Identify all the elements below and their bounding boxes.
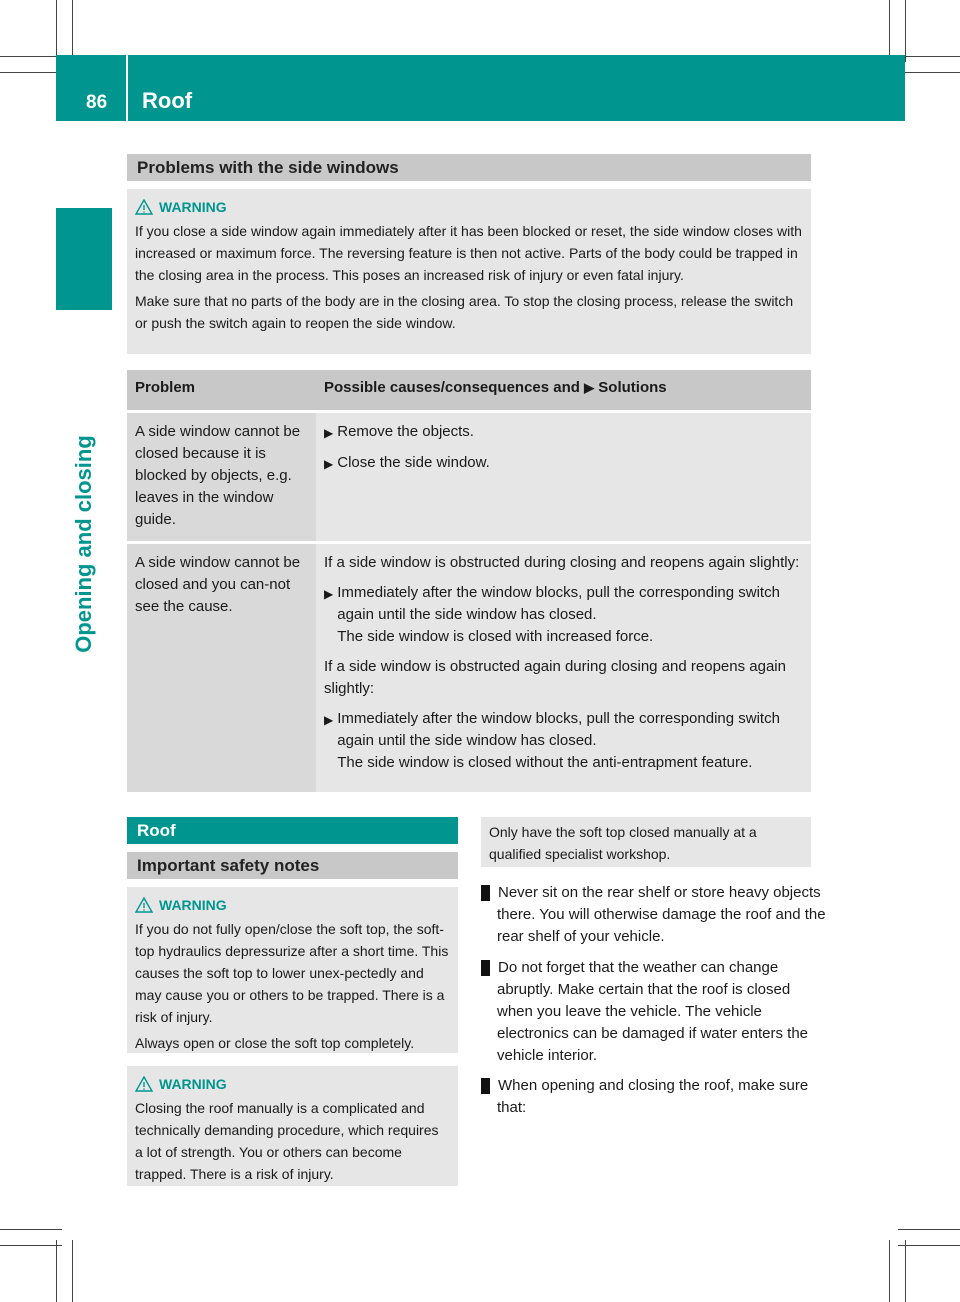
crop-mark bbox=[905, 0, 906, 62]
warning-icon bbox=[135, 897, 153, 913]
column-header: Problem bbox=[127, 370, 316, 410]
page-number: 86 bbox=[86, 92, 108, 113]
warning-text: If you do not fully open/close the soft top, the soft-top hydraulics depressurize after a short time. This causes the soft top to lower unex-pectedly and may cause you or others to be trapped. There is a risk of injury. bbox=[135, 921, 449, 1025]
warning-title bbox=[135, 196, 803, 218]
section-heading-roof: Roof bbox=[127, 817, 458, 844]
arrow-icon: ▶ bbox=[584, 380, 595, 395]
exclamation-icon: ! bbox=[481, 1078, 490, 1094]
crop-mark bbox=[72, 1240, 73, 1302]
column-header-text: Solutions bbox=[598, 379, 667, 396]
step bbox=[324, 582, 803, 648]
problems-table bbox=[127, 370, 811, 792]
table-row bbox=[127, 410, 811, 541]
chapter-label: Opening and closing bbox=[71, 435, 96, 653]
step-text: Immediately after the window blocks, pull the corresponding switch again until the side window has closed. bbox=[337, 710, 780, 749]
step-result: The side window is closed without the anti-entrapment feature. bbox=[337, 754, 753, 771]
warning-label: WARNING bbox=[159, 1076, 227, 1092]
arrow-icon: ▶ bbox=[324, 713, 334, 727]
crop-mark bbox=[898, 72, 960, 73]
chapter-tab bbox=[56, 208, 112, 310]
arrow-icon: ▶ bbox=[324, 587, 334, 601]
warning-icon bbox=[135, 199, 153, 215]
crop-mark bbox=[0, 1245, 62, 1246]
caution-text: Do not forget that the weather can change abruptly. Make certain that the roof is closed when you leave the vehicle. The vehicle electronics can be damaged if water enters the vehicle interior. bbox=[497, 959, 809, 1064]
crop-mark bbox=[898, 1229, 960, 1230]
warning-text: Closing the roof manually is a complicated and technically demanding procedure, which requires a lot of strength. You or others can become trapped. There is a risk of injury. bbox=[135, 1100, 439, 1182]
step-body bbox=[337, 708, 803, 774]
warning-box bbox=[127, 1066, 458, 1186]
crop-mark bbox=[56, 0, 57, 62]
note-box: Only have the soft top closed manually at a qualified specialist workshop. bbox=[481, 817, 811, 867]
caution-text: When opening and closing the roof, make sure that: bbox=[497, 1077, 809, 1116]
header-divider bbox=[126, 55, 128, 121]
caution-text: Never sit on the rear shelf or store heavy objects there. You will otherwise damage the roof and the rear shelf of your vehicle. bbox=[497, 884, 826, 945]
crop-mark bbox=[898, 1245, 960, 1246]
warning-label: WARNING bbox=[159, 897, 227, 913]
table-header-row bbox=[127, 370, 811, 410]
warning-box bbox=[127, 189, 811, 354]
warning-text: If you close a side window again immediately after it has been blocked or reset, the side window closes with increased or maximum force. The reversing feature is then not active. Parts of the body could be trapped in the closing area in the process. This poses an increased risk of injury or even fatal injury. bbox=[135, 223, 802, 283]
column-header-text: Possible causes/consequences and bbox=[324, 379, 580, 396]
step bbox=[324, 421, 803, 444]
solution-text: If a side window is obstructed again during closing and reopens again slightly: bbox=[324, 658, 786, 697]
column-header bbox=[316, 370, 811, 410]
table-row bbox=[127, 541, 811, 792]
warning-text: Always open or close the soft top completely. bbox=[135, 1035, 415, 1051]
crop-mark bbox=[56, 1240, 57, 1302]
exclamation-icon: ! bbox=[481, 960, 490, 976]
arrow-icon: ▶ bbox=[324, 457, 334, 471]
page-title: Roof bbox=[142, 88, 193, 113]
warning-title bbox=[135, 894, 450, 916]
warning-text: Make sure that no parts of the body are in the closing area. To stop the closing process, release the switch or push the switch again to reopen the side window. bbox=[135, 293, 794, 331]
warning-icon bbox=[135, 1076, 153, 1092]
step bbox=[324, 452, 803, 475]
step-text: Immediately after the window blocks, pull the corresponding switch again until the side window has closed. bbox=[337, 584, 780, 623]
warning-label: WARNING bbox=[159, 199, 227, 215]
crop-mark bbox=[0, 56, 62, 57]
crop-mark bbox=[72, 0, 73, 62]
caution-note bbox=[475, 1075, 829, 1119]
table-cell-solution bbox=[316, 541, 811, 792]
arrow-icon: ▶ bbox=[324, 426, 334, 440]
caution-note bbox=[475, 957, 829, 1067]
table-cell-problem: A side window cannot be closed and you can-not see the cause. bbox=[127, 541, 316, 792]
crop-mark bbox=[905, 1240, 906, 1302]
solution-text: If a side window is obstructed during closing and reopens again slightly: bbox=[324, 554, 800, 571]
crop-mark bbox=[0, 72, 62, 73]
crop-mark bbox=[889, 0, 890, 62]
crop-mark bbox=[898, 56, 960, 57]
crop-mark bbox=[0, 1229, 62, 1230]
step bbox=[324, 708, 803, 774]
caution-note bbox=[475, 882, 829, 948]
table-cell-solution bbox=[316, 410, 811, 541]
warning-box bbox=[127, 887, 458, 1053]
exclamation-icon: ! bbox=[481, 885, 490, 901]
step-text: Remove the objects. bbox=[337, 423, 474, 440]
subsection-heading: Important safety notes bbox=[127, 852, 458, 879]
step-body bbox=[337, 582, 803, 648]
table-cell-problem: A side window cannot be closed because it is blocked by objects, e.g. leaves in the window guide. bbox=[127, 410, 316, 541]
warning-title bbox=[135, 1073, 450, 1095]
section-heading: Problems with the side windows bbox=[127, 154, 811, 181]
crop-mark bbox=[889, 1240, 890, 1302]
step-text: Close the side window. bbox=[337, 454, 490, 471]
step-result: The side window is closed with increased force. bbox=[337, 628, 654, 645]
